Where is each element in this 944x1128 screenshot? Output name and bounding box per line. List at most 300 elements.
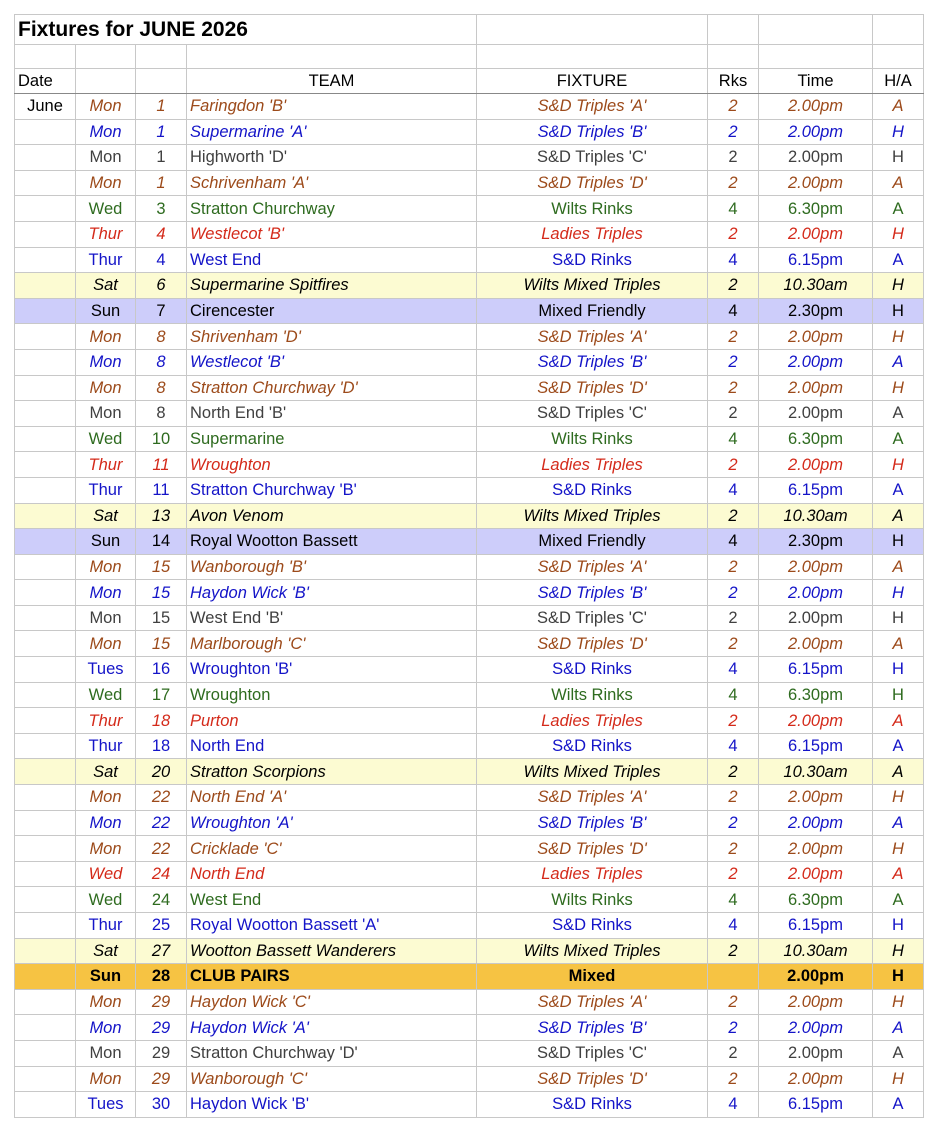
- cell-time: 6.30pm: [759, 682, 873, 708]
- cell-rinks: 2: [708, 810, 759, 836]
- cell-team: Westlecot 'B': [187, 349, 477, 375]
- cell-date: 7: [136, 298, 187, 324]
- cell-fixture: Wilts Mixed Triples: [477, 273, 708, 299]
- cell-fixture: S&D Triples 'D': [477, 1066, 708, 1092]
- cell-time: 6.15pm: [759, 1092, 873, 1118]
- cell-day: Tues: [76, 657, 136, 683]
- cell-rinks: [708, 964, 759, 990]
- cell-month: [15, 785, 76, 811]
- cell-month: [15, 401, 76, 427]
- cell-day: Mon: [76, 1066, 136, 1092]
- header-rinks: Rks: [708, 69, 759, 94]
- cell-month: [15, 708, 76, 734]
- cell-month: [15, 1066, 76, 1092]
- cell-team: Royal Wootton Bassett 'A': [187, 913, 477, 939]
- cell-date: 29: [136, 1066, 187, 1092]
- empty-cell: [708, 45, 759, 69]
- cell-month: [15, 426, 76, 452]
- fixture-row: [15, 580, 924, 606]
- cell-team: West End 'B': [187, 605, 477, 631]
- cell-team: Supermarine Spitfires: [187, 273, 477, 299]
- cell-fixture: S&D Triples 'B': [477, 119, 708, 145]
- cell-date: 8: [136, 349, 187, 375]
- cell-date: 29: [136, 989, 187, 1015]
- cell-rinks: 2: [708, 349, 759, 375]
- cell-time: 2.00pm: [759, 836, 873, 862]
- cell-month: [15, 247, 76, 273]
- cell-day: Sat: [76, 503, 136, 529]
- cell-date: 24: [136, 887, 187, 913]
- cell-time: 6.15pm: [759, 657, 873, 683]
- cell-fixture: Wilts Rinks: [477, 196, 708, 222]
- cell-rinks: 4: [708, 733, 759, 759]
- cell-time: 2.00pm: [759, 785, 873, 811]
- cell-date: 17: [136, 682, 187, 708]
- cell-team: Haydon Wick 'A': [187, 1015, 477, 1041]
- cell-rinks: 2: [708, 375, 759, 401]
- cell-time: 6.30pm: [759, 196, 873, 222]
- cell-month: [15, 1015, 76, 1041]
- fixture-row: [15, 401, 924, 427]
- cell-date: 10: [136, 426, 187, 452]
- fixture-row: [15, 682, 924, 708]
- cell-rinks: 2: [708, 324, 759, 350]
- cell-day: Thur: [76, 221, 136, 247]
- cell-fixture: S&D Triples 'C': [477, 605, 708, 631]
- fixture-row: [15, 1066, 924, 1092]
- cell-date: 4: [136, 247, 187, 273]
- cell-day: Mon: [76, 401, 136, 427]
- cell-month: [15, 836, 76, 862]
- cell-month: [15, 145, 76, 171]
- cell-day: Sat: [76, 938, 136, 964]
- cell-team: Stratton Churchway: [187, 196, 477, 222]
- fixture-row: [15, 375, 924, 401]
- cell-team: Supermarine 'A': [187, 119, 477, 145]
- cell-fixture: S&D Triples 'D': [477, 375, 708, 401]
- cell-fixture: Mixed Friendly: [477, 529, 708, 555]
- cell-day: Mon: [76, 605, 136, 631]
- cell-day: Wed: [76, 887, 136, 913]
- cell-date: 22: [136, 810, 187, 836]
- cell-month: [15, 682, 76, 708]
- cell-date: 18: [136, 708, 187, 734]
- cell-rinks: 2: [708, 1040, 759, 1066]
- cell-fixture: S&D Triples 'C': [477, 1040, 708, 1066]
- cell-fixture: S&D Triples 'D': [477, 170, 708, 196]
- cell-time: 2.00pm: [759, 1066, 873, 1092]
- fixture-row: [15, 861, 924, 887]
- cell-rinks: 4: [708, 887, 759, 913]
- cell-home-away: A: [873, 477, 924, 503]
- cell-home-away: A: [873, 503, 924, 529]
- fixture-row: [15, 605, 924, 631]
- cell-day: Wed: [76, 426, 136, 452]
- header-time: Time: [759, 69, 873, 94]
- cell-rinks: 2: [708, 170, 759, 196]
- cell-date: 8: [136, 401, 187, 427]
- cell-fixture: Ladies Triples: [477, 221, 708, 247]
- cell-fixture: Ladies Triples: [477, 708, 708, 734]
- cell-time: 2.00pm: [759, 375, 873, 401]
- cell-month: [15, 861, 76, 887]
- cell-date: 14: [136, 529, 187, 555]
- empty-cell: [76, 45, 136, 69]
- cell-day: Mon: [76, 1040, 136, 1066]
- cell-home-away: H: [873, 273, 924, 299]
- cell-rinks: 4: [708, 298, 759, 324]
- cell-home-away: A: [873, 170, 924, 196]
- cell-date: 15: [136, 554, 187, 580]
- cell-team: Wroughton 'A': [187, 810, 477, 836]
- cell-home-away: A: [873, 196, 924, 222]
- cell-fixture: S&D Triples 'A': [477, 94, 708, 120]
- cell-home-away: A: [873, 708, 924, 734]
- cell-month: [15, 887, 76, 913]
- cell-day: Tues: [76, 1092, 136, 1118]
- cell-day: Mon: [76, 349, 136, 375]
- fixture-row: [15, 964, 924, 990]
- cell-time: 2.00pm: [759, 1040, 873, 1066]
- fixture-row: [15, 170, 924, 196]
- cell-team: Haydon Wick 'C': [187, 989, 477, 1015]
- fixtures-table: [14, 14, 924, 1118]
- cell-month: [15, 759, 76, 785]
- fixture-row: [15, 913, 924, 939]
- cell-home-away: H: [873, 119, 924, 145]
- cell-time: 6.30pm: [759, 426, 873, 452]
- cell-fixture: S&D Rinks: [477, 657, 708, 683]
- cell-team: Wootton Bassett Wanderers: [187, 938, 477, 964]
- cell-time: 2.00pm: [759, 580, 873, 606]
- cell-home-away: H: [873, 964, 924, 990]
- cell-rinks: 2: [708, 119, 759, 145]
- cell-team: Stratton Churchway 'D': [187, 1040, 477, 1066]
- cell-date: 11: [136, 477, 187, 503]
- fixture-row: [15, 221, 924, 247]
- fixture-row: [15, 298, 924, 324]
- cell-day: Thur: [76, 247, 136, 273]
- cell-day: Wed: [76, 682, 136, 708]
- cell-rinks: 2: [708, 580, 759, 606]
- fixture-row: [15, 145, 924, 171]
- cell-team: Stratton Churchway 'B': [187, 477, 477, 503]
- cell-date: 1: [136, 145, 187, 171]
- header-fixture: FIXTURE: [477, 69, 708, 94]
- cell-home-away: H: [873, 836, 924, 862]
- fixture-row: [15, 119, 924, 145]
- header-row: [15, 69, 924, 94]
- cell-home-away: H: [873, 785, 924, 811]
- cell-fixture: S&D Triples 'A': [477, 554, 708, 580]
- cell-month: [15, 1040, 76, 1066]
- cell-team: Cirencester: [187, 298, 477, 324]
- cell-date: 30: [136, 1092, 187, 1118]
- cell-fixture: Ladies Triples: [477, 452, 708, 478]
- header-date: Date: [15, 69, 76, 94]
- cell-home-away: A: [873, 94, 924, 120]
- empty-cell: [15, 45, 76, 69]
- cell-home-away: A: [873, 810, 924, 836]
- cell-fixture: S&D Triples 'C': [477, 401, 708, 427]
- cell-home-away: A: [873, 631, 924, 657]
- cell-rinks: 2: [708, 1015, 759, 1041]
- cell-time: 2.00pm: [759, 605, 873, 631]
- cell-day: Mon: [76, 375, 136, 401]
- cell-time: 2.00pm: [759, 989, 873, 1015]
- cell-time: 2.00pm: [759, 810, 873, 836]
- cell-home-away: H: [873, 657, 924, 683]
- cell-month: [15, 349, 76, 375]
- cell-date: 3: [136, 196, 187, 222]
- cell-date: 1: [136, 119, 187, 145]
- cell-time: 2.00pm: [759, 145, 873, 171]
- cell-time: 10.30am: [759, 273, 873, 299]
- cell-home-away: H: [873, 375, 924, 401]
- cell-date: 11: [136, 452, 187, 478]
- cell-time: 6.15pm: [759, 477, 873, 503]
- cell-date: 29: [136, 1040, 187, 1066]
- cell-team: Shrivenham 'D': [187, 324, 477, 350]
- cell-date: 16: [136, 657, 187, 683]
- empty-cell: [187, 45, 477, 69]
- cell-fixture: Wilts Rinks: [477, 887, 708, 913]
- fixture-row: [15, 657, 924, 683]
- cell-rinks: 2: [708, 503, 759, 529]
- cell-rinks: 2: [708, 145, 759, 171]
- cell-fixture: Ladies Triples: [477, 861, 708, 887]
- fixture-row: [15, 349, 924, 375]
- empty-cell: [477, 45, 708, 69]
- cell-team: Stratton Churchway 'D': [187, 375, 477, 401]
- cell-home-away: A: [873, 1092, 924, 1118]
- cell-team: North End: [187, 861, 477, 887]
- cell-date: 8: [136, 375, 187, 401]
- cell-rinks: 2: [708, 708, 759, 734]
- cell-time: 2.00pm: [759, 861, 873, 887]
- cell-month: [15, 503, 76, 529]
- cell-home-away: H: [873, 529, 924, 555]
- cell-month: [15, 170, 76, 196]
- empty-cell: [873, 45, 924, 69]
- cell-date: 6: [136, 273, 187, 299]
- cell-team: Supermarine: [187, 426, 477, 452]
- cell-time: 2.30pm: [759, 298, 873, 324]
- empty-cell: [759, 15, 873, 45]
- cell-rinks: 4: [708, 426, 759, 452]
- cell-month: [15, 657, 76, 683]
- cell-month: [15, 964, 76, 990]
- cell-month: [15, 733, 76, 759]
- empty-cell: [759, 45, 873, 69]
- cell-team: Avon Venom: [187, 503, 477, 529]
- cell-fixture: S&D Rinks: [477, 913, 708, 939]
- cell-home-away: A: [873, 426, 924, 452]
- fixture-row: [15, 938, 924, 964]
- cell-day: Wed: [76, 861, 136, 887]
- cell-rinks: 2: [708, 273, 759, 299]
- cell-home-away: A: [873, 349, 924, 375]
- cell-time: 2.00pm: [759, 452, 873, 478]
- empty-cell: [136, 45, 187, 69]
- cell-rinks: 2: [708, 785, 759, 811]
- fixture-row: [15, 1092, 924, 1118]
- cell-fixture: Wilts Rinks: [477, 426, 708, 452]
- cell-month: [15, 810, 76, 836]
- cell-team: Wroughton: [187, 682, 477, 708]
- page-title: Fixtures for JUNE 2026: [15, 15, 477, 45]
- cell-month: [15, 529, 76, 555]
- fixture-row: [15, 708, 924, 734]
- cell-rinks: 4: [708, 1092, 759, 1118]
- cell-rinks: 4: [708, 657, 759, 683]
- cell-team: Royal Wootton Bassett: [187, 529, 477, 555]
- cell-time: 2.00pm: [759, 324, 873, 350]
- fixture-row: [15, 529, 924, 555]
- cell-fixture: S&D Rinks: [477, 247, 708, 273]
- cell-time: 2.00pm: [759, 401, 873, 427]
- cell-rinks: 4: [708, 682, 759, 708]
- fixture-row: [15, 503, 924, 529]
- fixture-row: [15, 452, 924, 478]
- cell-rinks: 2: [708, 1066, 759, 1092]
- fixture-row: [15, 887, 924, 913]
- cell-day: Mon: [76, 836, 136, 862]
- cell-date: 20: [136, 759, 187, 785]
- fixture-row: [15, 836, 924, 862]
- cell-date: 13: [136, 503, 187, 529]
- cell-month: [15, 913, 76, 939]
- cell-rinks: 2: [708, 605, 759, 631]
- cell-month: [15, 554, 76, 580]
- cell-month: [15, 452, 76, 478]
- cell-time: 6.15pm: [759, 733, 873, 759]
- cell-date: 24: [136, 861, 187, 887]
- cell-fixture: Wilts Mixed Triples: [477, 759, 708, 785]
- cell-team: Marlborough 'C': [187, 631, 477, 657]
- cell-home-away: H: [873, 298, 924, 324]
- cell-team: Wanborough 'C': [187, 1066, 477, 1092]
- cell-fixture: Wilts Mixed Triples: [477, 938, 708, 964]
- cell-rinks: 2: [708, 836, 759, 862]
- empty-cell: [708, 15, 759, 45]
- cell-home-away: A: [873, 247, 924, 273]
- cell-team: Haydon Wick 'B': [187, 580, 477, 606]
- cell-month: [15, 477, 76, 503]
- cell-month: [15, 375, 76, 401]
- fixture-row: [15, 94, 924, 120]
- cell-home-away: A: [873, 759, 924, 785]
- cell-date: 25: [136, 913, 187, 939]
- cell-time: 2.00pm: [759, 1015, 873, 1041]
- cell-day: Thur: [76, 733, 136, 759]
- cell-date: 22: [136, 785, 187, 811]
- cell-month: [15, 196, 76, 222]
- cell-fixture: S&D Triples 'B': [477, 810, 708, 836]
- fixture-row: [15, 785, 924, 811]
- cell-time: 2.00pm: [759, 94, 873, 120]
- cell-team: Haydon Wick 'B': [187, 1092, 477, 1118]
- cell-day: Thur: [76, 477, 136, 503]
- cell-time: 2.30pm: [759, 529, 873, 555]
- fixture-row: [15, 733, 924, 759]
- cell-day: Mon: [76, 119, 136, 145]
- cell-home-away: H: [873, 324, 924, 350]
- cell-time: 2.00pm: [759, 221, 873, 247]
- cell-rinks: 2: [708, 554, 759, 580]
- cell-team: North End: [187, 733, 477, 759]
- cell-home-away: A: [873, 887, 924, 913]
- fixture-row: [15, 1040, 924, 1066]
- cell-day: Mon: [76, 145, 136, 171]
- cell-rinks: 4: [708, 477, 759, 503]
- cell-home-away: H: [873, 221, 924, 247]
- cell-date: 28: [136, 964, 187, 990]
- cell-home-away: H: [873, 938, 924, 964]
- cell-month: [15, 605, 76, 631]
- cell-rinks: 4: [708, 529, 759, 555]
- cell-time: 2.00pm: [759, 119, 873, 145]
- cell-day: Mon: [76, 580, 136, 606]
- cell-time: 2.00pm: [759, 554, 873, 580]
- cell-day: Mon: [76, 631, 136, 657]
- cell-time: 10.30am: [759, 503, 873, 529]
- cell-fixture: S&D Triples 'D': [477, 631, 708, 657]
- cell-home-away: A: [873, 554, 924, 580]
- cell-time: 2.00pm: [759, 964, 873, 990]
- cell-month: June: [15, 94, 76, 120]
- cell-day: Mon: [76, 1015, 136, 1041]
- cell-rinks: 2: [708, 401, 759, 427]
- cell-home-away: A: [873, 401, 924, 427]
- cell-fixture: Wilts Rinks: [477, 682, 708, 708]
- cell-day: Sun: [76, 529, 136, 555]
- cell-rinks: 2: [708, 452, 759, 478]
- cell-time: 10.30am: [759, 938, 873, 964]
- cell-month: [15, 580, 76, 606]
- header-day: [76, 69, 136, 94]
- cell-home-away: H: [873, 682, 924, 708]
- fixture-row: [15, 273, 924, 299]
- cell-team: Wroughton 'B': [187, 657, 477, 683]
- cell-time: 2.00pm: [759, 170, 873, 196]
- cell-fixture: Mixed Friendly: [477, 298, 708, 324]
- cell-fixture: S&D Rinks: [477, 477, 708, 503]
- cell-rinks: 4: [708, 196, 759, 222]
- cell-date: 15: [136, 605, 187, 631]
- cell-home-away: H: [873, 913, 924, 939]
- cell-rinks: 2: [708, 94, 759, 120]
- cell-day: Thur: [76, 708, 136, 734]
- blank-row: [15, 45, 924, 69]
- cell-time: 2.00pm: [759, 708, 873, 734]
- fixture-row: [15, 247, 924, 273]
- cell-team: Purton: [187, 708, 477, 734]
- cell-date: 4: [136, 221, 187, 247]
- cell-home-away: A: [873, 733, 924, 759]
- cell-team: West End: [187, 887, 477, 913]
- cell-home-away: H: [873, 145, 924, 171]
- cell-time: 2.00pm: [759, 631, 873, 657]
- cell-day: Sat: [76, 273, 136, 299]
- cell-team: Stratton Scorpions: [187, 759, 477, 785]
- cell-rinks: 2: [708, 221, 759, 247]
- cell-month: [15, 273, 76, 299]
- cell-date: 15: [136, 580, 187, 606]
- fixture-row: [15, 631, 924, 657]
- cell-month: [15, 631, 76, 657]
- cell-team: North End 'B': [187, 401, 477, 427]
